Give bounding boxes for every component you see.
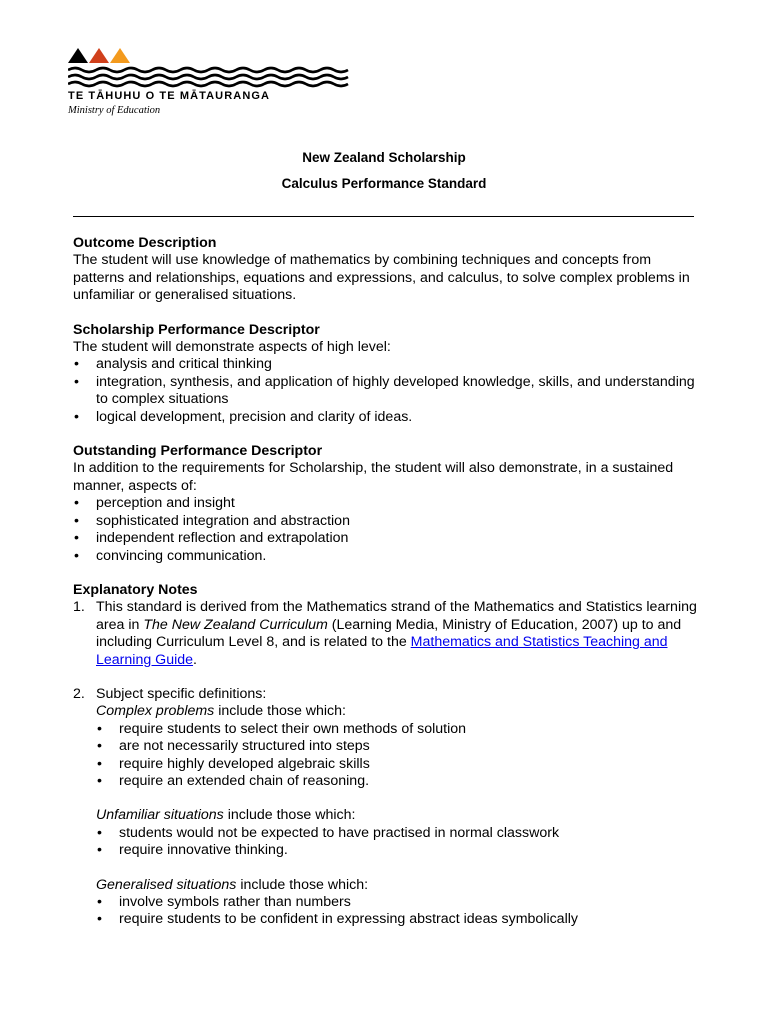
spacer	[73, 669, 703, 686]
note-1-text-a: This standard is derived from the Mathematics strand of the Mathematics and Statistics learning area in	[96, 599, 697, 633]
notes-list	[73, 599, 703, 929]
scholarship-heading: Scholarship Performance Descriptor	[73, 321, 320, 338]
list-item: • independent reflection and extrapolation	[73, 530, 703, 547]
generalised-situations-list	[96, 894, 703, 929]
document-title: New Zealand Scholarship	[302, 150, 466, 165]
term-rest: include those which:	[214, 703, 346, 720]
note-2	[73, 686, 703, 929]
outstanding-list	[73, 495, 703, 565]
term-rest: include those which:	[236, 876, 369, 893]
document-body	[73, 235, 703, 946]
outstanding-intro: In addition to the requirements for Scholarship, the student will also demonstrate, in a sustained manner, aspects of:	[73, 460, 674, 494]
list-item: • logical development, precision and clarity of ideas.	[73, 409, 703, 426]
spacer	[96, 790, 703, 807]
note-number: 1.	[73, 599, 85, 616]
list-item: • require highly developed algebraic skills	[96, 756, 703, 773]
notes-heading: Explanatory Notes	[73, 581, 198, 598]
list-item: • are not necessarily structured into steps	[96, 738, 703, 755]
note-1-curriculum-title: The New Zealand Curriculum	[143, 616, 328, 633]
note-number: 2.	[73, 685, 85, 702]
term-rest: include those which:	[223, 807, 356, 824]
note-1-text-c: .	[193, 651, 197, 668]
note-2-intro: Subject specific definitions:	[96, 685, 267, 702]
document-subtitle: Calculus Performance Standard	[281, 176, 487, 191]
term: Unfamiliar situations	[96, 807, 224, 824]
triangles-waves-icon	[68, 46, 358, 90]
complex-problems-list	[96, 721, 703, 791]
spacer	[96, 860, 703, 877]
generalised-situations-definition	[96, 877, 703, 894]
notes-section	[73, 582, 703, 929]
scholarship-list	[73, 356, 703, 426]
title-divider	[73, 216, 694, 217]
list-item: • students would not be expected to have practised in normal classwork	[96, 825, 703, 842]
list-item: • require students to be confident in expressing abstract ideas symbolically	[96, 911, 703, 928]
teaching-guide-link[interactable]: Mathematics and Statistics Teaching and Learning Guide	[96, 634, 668, 668]
unfamiliar-situations-list	[96, 825, 703, 860]
scholarship-intro: The student will demonstrate aspects of high level:	[73, 339, 391, 356]
outcome-heading: Outcome Description	[73, 235, 217, 251]
list-item: • analysis and critical thinking	[73, 356, 703, 373]
complex-problems-definition	[96, 703, 703, 720]
list-item: • perception and insight	[73, 495, 703, 512]
outcome-text: The student will use knowledge of mathematics by combining techniques and concepts from patterns and relationships, equations and expressions, and calculus, to solve complex problems in unfamiliar or generalised situations.	[73, 252, 690, 304]
outstanding-heading: Outstanding Performance Descriptor	[73, 443, 323, 460]
term: Generalised situations	[96, 876, 237, 893]
list-item: • require an extended chain of reasoning.	[96, 773, 703, 790]
outcome-section	[73, 235, 703, 305]
outstanding-section	[73, 443, 703, 565]
list-item: • sophisticated integration and abstraction	[73, 513, 703, 530]
list-item: • convincing communication.	[73, 548, 703, 565]
unfamiliar-situations-definition	[96, 807, 703, 824]
org-name-maori: TE TĀHUHU O TE MĀTAURANGA	[68, 90, 271, 102]
scholarship-section	[73, 322, 703, 426]
ministry-logo	[68, 46, 368, 90]
note-1-text-b: (Learning Media, Ministry of Education, 2007) up to and including Curriculum Level 8, and is related to the	[96, 616, 682, 651]
list-item: • involve symbols rather than numbers	[96, 894, 703, 911]
note-1	[73, 599, 703, 669]
list-item: • require innovative thinking.	[96, 842, 703, 859]
list-item: • require students to select their own methods of solution	[96, 721, 703, 738]
org-name-english: Ministry of Education	[68, 105, 161, 116]
term: Complex problems	[96, 703, 215, 720]
list-item: • integration, synthesis, and application of highly developed knowledge, skills, and understanding to complex situations	[73, 374, 703, 409]
